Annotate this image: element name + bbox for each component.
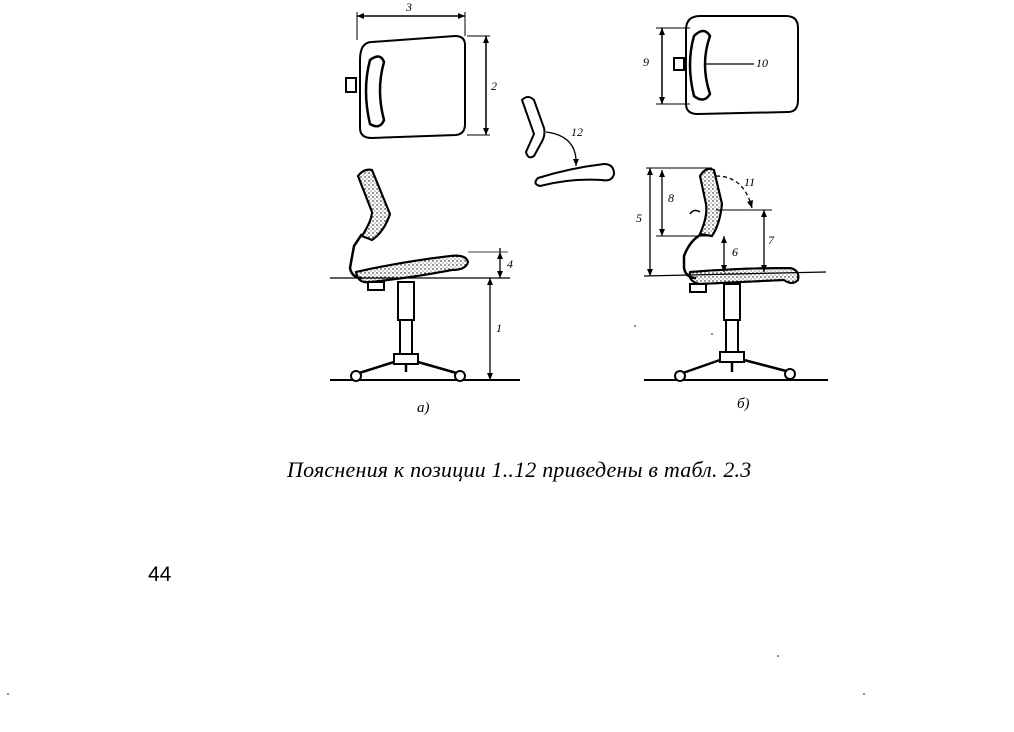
chair-side-view-a [330, 170, 520, 381]
subfigure-label-a: а) [417, 400, 430, 416]
subfigure-label-b: б) [737, 396, 750, 412]
figure-caption: Пояснения к позиции 1..12 приведены в табл. 2.3 [287, 457, 752, 482]
label-8: 8 [668, 191, 674, 205]
label-4: 4 [507, 257, 513, 271]
label-5: 5 [636, 211, 642, 225]
label-2: 2 [491, 79, 497, 93]
label-12: 12 [571, 125, 583, 139]
label-9: 9 [643, 55, 649, 69]
label-7: 7 [768, 233, 774, 247]
page-number: 44 [148, 563, 172, 586]
label-11: 11 [744, 175, 756, 189]
seat-top-view-left [346, 12, 490, 138]
label-3: 3 [406, 0, 412, 14]
backrest-tilt-detail [522, 97, 614, 186]
label-10: 10 [756, 56, 768, 70]
label-6: 6 [732, 245, 738, 259]
seat-top-view-right [656, 16, 798, 114]
label-1: 1 [496, 321, 502, 335]
